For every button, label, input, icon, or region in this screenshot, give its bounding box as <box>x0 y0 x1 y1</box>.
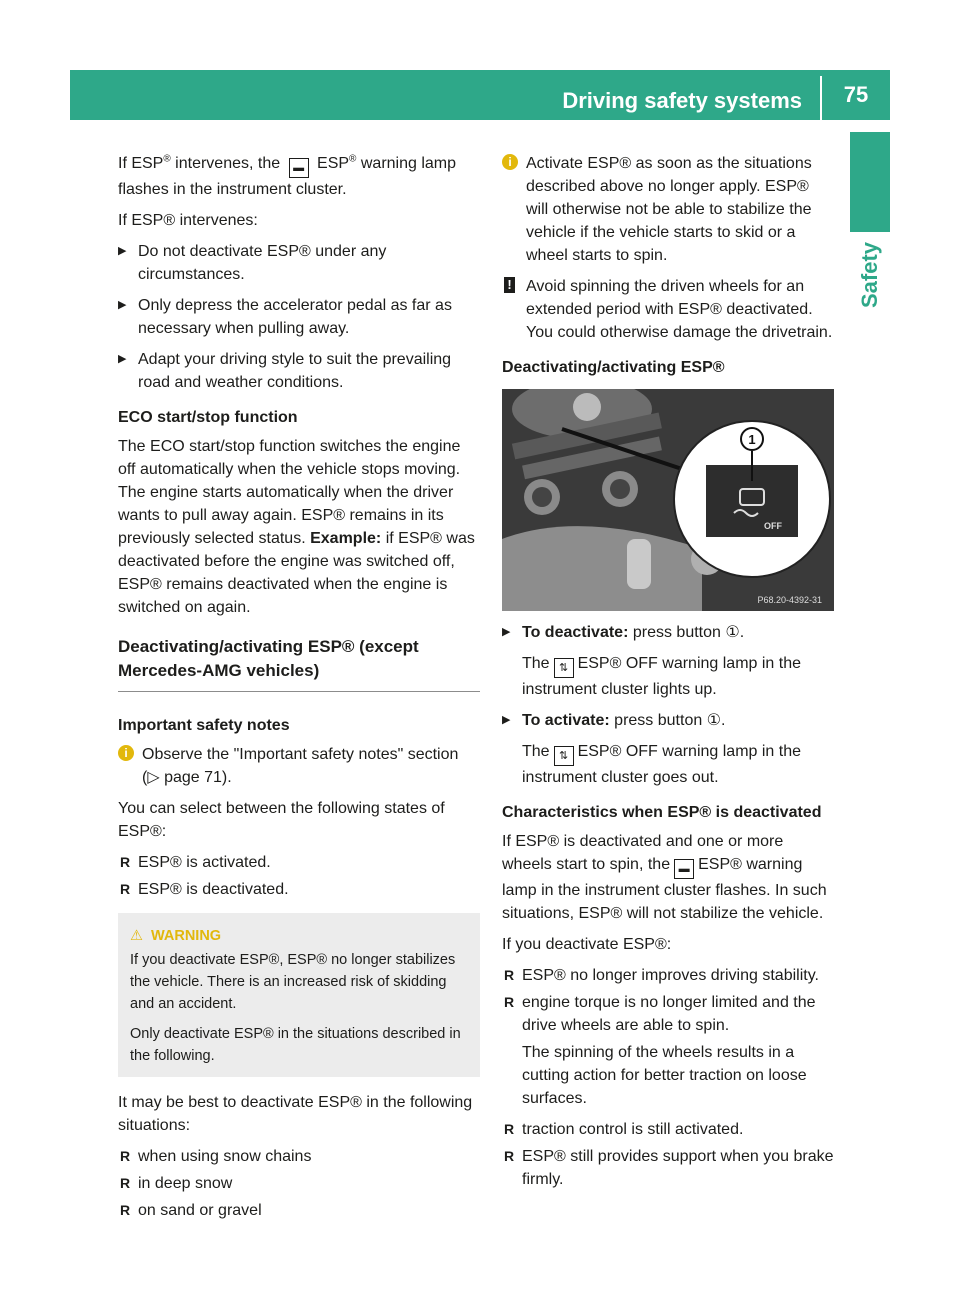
safety-info: i Observe the "Important safety notes" section (▷ page 71). <box>118 743 480 789</box>
list-item: R engine torque is no longer limited and the drive wheels are able to spin. <box>502 991 834 1037</box>
list-item: R ESP® no longer improves driving stability. <box>502 964 834 987</box>
warning-triangle-icon: ⚠ <box>130 928 143 944</box>
page-number: 75 <box>843 82 869 107</box>
header-title: Driving safety systems <box>70 70 822 120</box>
situations-intro: It may be best to deactivate ESP® in the following situations: <box>118 1094 473 1134</box>
warning-text: If you deactivate ESP®, ESP® no longer stabilizes the vehicle. There is an increased risk of skidding and an accident. <box>130 952 456 1012</box>
activate-info: i Activate ESP® as soon as the situations described above no longer apply. ESP® will otherwise not be able to stabilize the vehicle if the vehicle starts to skid or a wheel starts to spin. <box>502 152 834 267</box>
caution-note: ! Avoid spinning the driven wheels for an extended period with ESP® deactivated. You could otherwise damage the drivetrain. <box>502 275 834 344</box>
warning-text: Only deactivate ESP® in the situations described in the following. <box>130 1026 461 1064</box>
list-item: R traction control is still activated. <box>502 1118 834 1141</box>
esp-car-icon: ▬ <box>674 859 694 879</box>
right-column <box>502 152 834 1195</box>
esp-off-icon: ⇅ <box>554 658 574 678</box>
esp-off-icon: ⇅ <box>554 746 574 766</box>
activate-result: The ⇅ ESP® OFF warning lamp in the instrument cluster goes out. <box>522 743 802 786</box>
spin-text: The spinning of the wheels results in a cutting action for better traction on loose surfaces. <box>522 1044 807 1107</box>
step-deactivate: ▶ To deactivate: press button ①. <box>502 621 834 644</box>
console-illustration <box>502 389 834 611</box>
info-icon: i <box>502 154 518 170</box>
intervenes-intro: If ESP® intervenes: <box>118 212 258 229</box>
warning-box <box>118 913 480 1077</box>
characteristics-text: If ESP® is deactivated and one or more wheels start to spin, the ▬ ESP® warning lamp in the instrument cluster flashes. In such situations, ESP® will not stabilize the vehicle. <box>502 833 827 922</box>
deactivating-heading: Deactivating/activating ESP® <box>502 359 725 376</box>
step-item: ▶ Do not deactivate ESP® under any circumstances. <box>118 240 480 286</box>
off-label: OFF <box>764 521 782 531</box>
eco-text: The ECO start/stop function switches the engine off automatically when the vehicle stops moving. The engine starts automatically when the driver wants to pull away again. ESP® remains in its previously selected status. Example: if ESP® was deactivated before the engine was switched off, ESP® remains deactivated when the engine is switched on again. <box>118 438 475 616</box>
warning-heading: ⚠ WARNING <box>130 925 468 947</box>
safety-heading: Important safety notes <box>118 717 290 734</box>
section-label: Safety <box>857 241 882 309</box>
list-item: R ESP® is activated. <box>118 851 480 874</box>
list-item: R when using snow chains <box>118 1145 480 1168</box>
list-item: R on sand or gravel <box>118 1199 480 1222</box>
step-item: ▶ Adapt your driving style to suit the prevailing road and weather conditions. <box>118 348 480 394</box>
section-tab <box>850 132 890 232</box>
list-item: R in deep snow <box>118 1172 480 1195</box>
info-icon: i <box>118 745 134 761</box>
list-item: R ESP® still provides support when you brake firmly. <box>502 1145 834 1191</box>
step-item: ▶ Only depress the accelerator pedal as far as necessary when pulling away. <box>118 294 480 340</box>
deactivate-result: The ⇅ ESP® OFF warning lamp in the instrument cluster lights up. <box>522 655 802 698</box>
exclamation-icon: ! <box>504 277 515 293</box>
characteristics-intro: If you deactivate ESP®: <box>502 936 672 953</box>
callout-number: 1 <box>748 432 756 447</box>
photo-code: P68.20-4392-31 <box>757 595 822 605</box>
step-activate: ▶ To activate: press button ①. <box>502 709 834 732</box>
console-photo <box>502 389 834 611</box>
eco-heading: ECO start/stop function <box>118 409 298 426</box>
section-heading: Deactivating/activating ESP® (except Mercedes-AMG vehicles) <box>118 635 480 692</box>
intervention-paragraph: If ESP® intervenes, the ▬ ESP® warning lamp flashes in the instrument cluster. <box>118 153 457 198</box>
states-intro: You can select between the following states of ESP®: <box>118 800 445 840</box>
left-column <box>118 152 480 1226</box>
list-item: R ESP® is deactivated. <box>118 878 480 901</box>
characteristics-heading: Characteristics when ESP® is deactivated <box>502 804 822 821</box>
esp-car-icon: ▬ <box>289 158 309 178</box>
header-bar <box>70 70 890 120</box>
